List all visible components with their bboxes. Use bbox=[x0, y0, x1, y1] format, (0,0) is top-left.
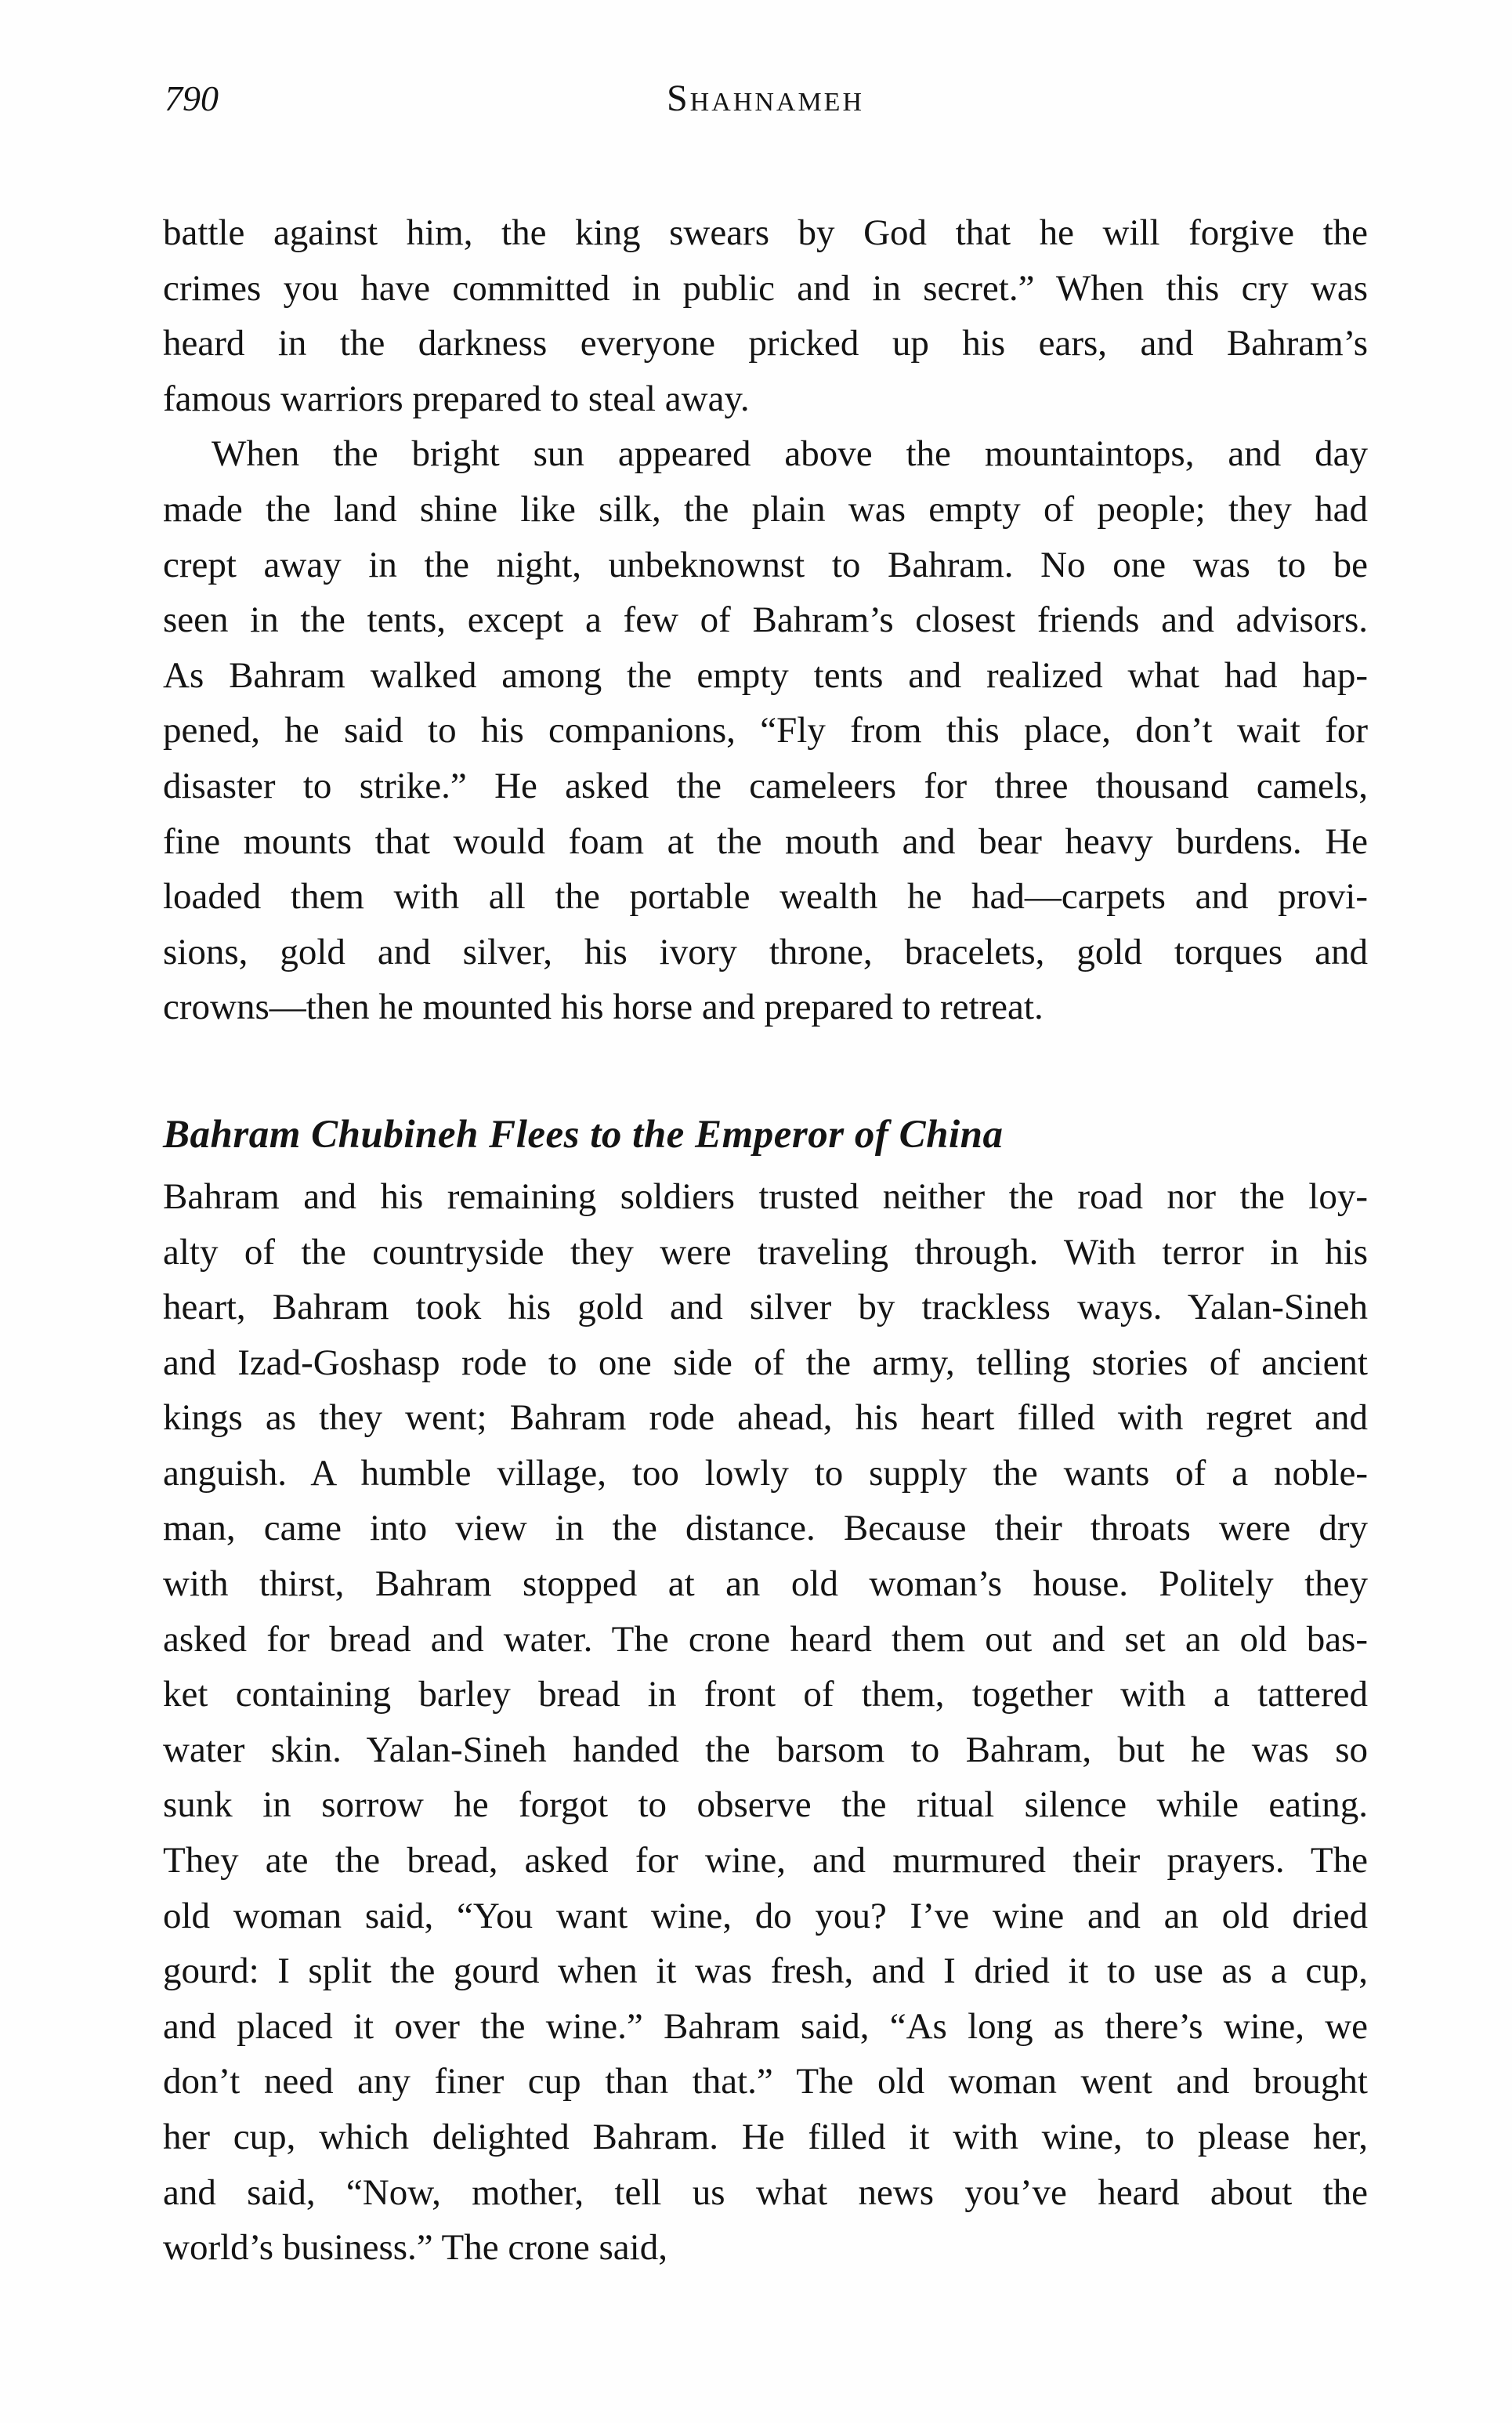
text-line: with thirst, Bahram stopped at an old woman’s house. Politely they bbox=[163, 1563, 1368, 1605]
text-line: They ate the bread, asked for wine, and murmured their prayers. The bbox=[163, 1840, 1368, 1882]
text-line: seen in the tents, except a few of Bahram’s closest friends and advisors. bbox=[163, 599, 1368, 641]
text-line: sions, gold and silver, his ivory throne, bracelets, gold torques and bbox=[163, 931, 1368, 972]
text-line: crowns—then he mounted his horse and prepared to retreat. bbox=[163, 987, 1044, 1028]
paragraph-1 bbox=[163, 205, 1368, 1035]
text-line: fine mounts that would foam at the mouth and bear heavy burdens. He bbox=[163, 820, 1368, 862]
text-line: anguish. A humble village, too lowly to supply the wants of a noble- bbox=[163, 1452, 1368, 1494]
text-line: famous warriors prepared to steal away. bbox=[163, 378, 750, 419]
text-line: water skin. Yalan-Sineh handed the barsom to Bahram, but he was so bbox=[163, 1729, 1368, 1770]
text-line: crimes you have committed in public and in secret.” When this cry was bbox=[163, 267, 1368, 309]
text-line: don’t need any finer cup than that.” The old woman went and brought bbox=[163, 2061, 1368, 2102]
text-line: and said, “Now, mother, tell us what news you’ve heard about the bbox=[163, 2171, 1368, 2213]
text-line: kings as they went; Bahram rode ahead, his heart filled with regret and bbox=[163, 1397, 1368, 1439]
page-header bbox=[163, 78, 1368, 125]
text-line: man, came into view in the distance. Because their throats were dry bbox=[163, 1508, 1368, 1549]
text-line: sunk in sorrow he forgot to observe the ritual silence while eating. bbox=[163, 1784, 1368, 1826]
running-title: Shahnameh bbox=[666, 78, 865, 119]
section-heading: Bahram Chubineh Flees to the Emperor of China bbox=[163, 1112, 1004, 1157]
text-line: Bahram and his remaining soldiers trusted neither the road nor the loy- bbox=[163, 1175, 1368, 1217]
page-number: 790 bbox=[165, 78, 219, 118]
text-line: her cup, which delighted Bahram. He filled it with wine, to please her, bbox=[163, 2117, 1368, 2157]
text-line: crept away in the night, unbeknownst to Bahram. No one was to be bbox=[163, 544, 1368, 585]
text-line: battle against him, the king swears by God that he will forgive the bbox=[163, 212, 1368, 253]
text-line: disaster to strike.” He asked the cameleers for three thousand camels, bbox=[163, 765, 1368, 806]
text-line: ket containing barley bread in front of them, together with a tattered bbox=[163, 1674, 1368, 1715]
text-line: made the land shine like silk, the plain was empty of people; they had bbox=[163, 488, 1368, 530]
text-line: and placed it over the wine.” Bahram said, “As long as there’s wine, we bbox=[163, 2005, 1368, 2047]
text-line: heart, Bahram took his gold and silver by trackless ways. Yalan-Sineh bbox=[163, 1287, 1368, 1328]
paragraph-2 bbox=[163, 1169, 1368, 2276]
text-line: world’s business.” The crone said, bbox=[163, 2227, 667, 2269]
text-line: As Bahram walked among the empty tents and realized what had hap- bbox=[163, 654, 1368, 696]
text-line: asked for bread and water. The crone heard them out and set an old bas- bbox=[163, 1618, 1368, 1660]
text-line: When the bright sun appeared above the mountaintops, and day bbox=[212, 433, 1368, 475]
text-line: heard in the darkness everyone pricked up his ears, and Bahram’s bbox=[163, 323, 1368, 364]
text-line: gourd: I split the gourd when it was fresh, and I dried it to use as a cup, bbox=[163, 1950, 1368, 1992]
text-line: loaded them with all the portable wealth he had—carpets and provi- bbox=[163, 876, 1368, 918]
text-line: and Izad-Goshasp rode to one side of the army, telling stories of ancient bbox=[163, 1342, 1368, 1383]
text-line: pened, he said to his companions, “Fly from this place, don’t wait for bbox=[163, 710, 1368, 752]
text-line: old woman said, “You want wine, do you? I’ve wine and an old dried bbox=[163, 1895, 1368, 1936]
text-line: alty of the countryside they were traveling through. With terror in his bbox=[163, 1231, 1368, 1273]
text-block bbox=[163, 205, 1368, 2276]
